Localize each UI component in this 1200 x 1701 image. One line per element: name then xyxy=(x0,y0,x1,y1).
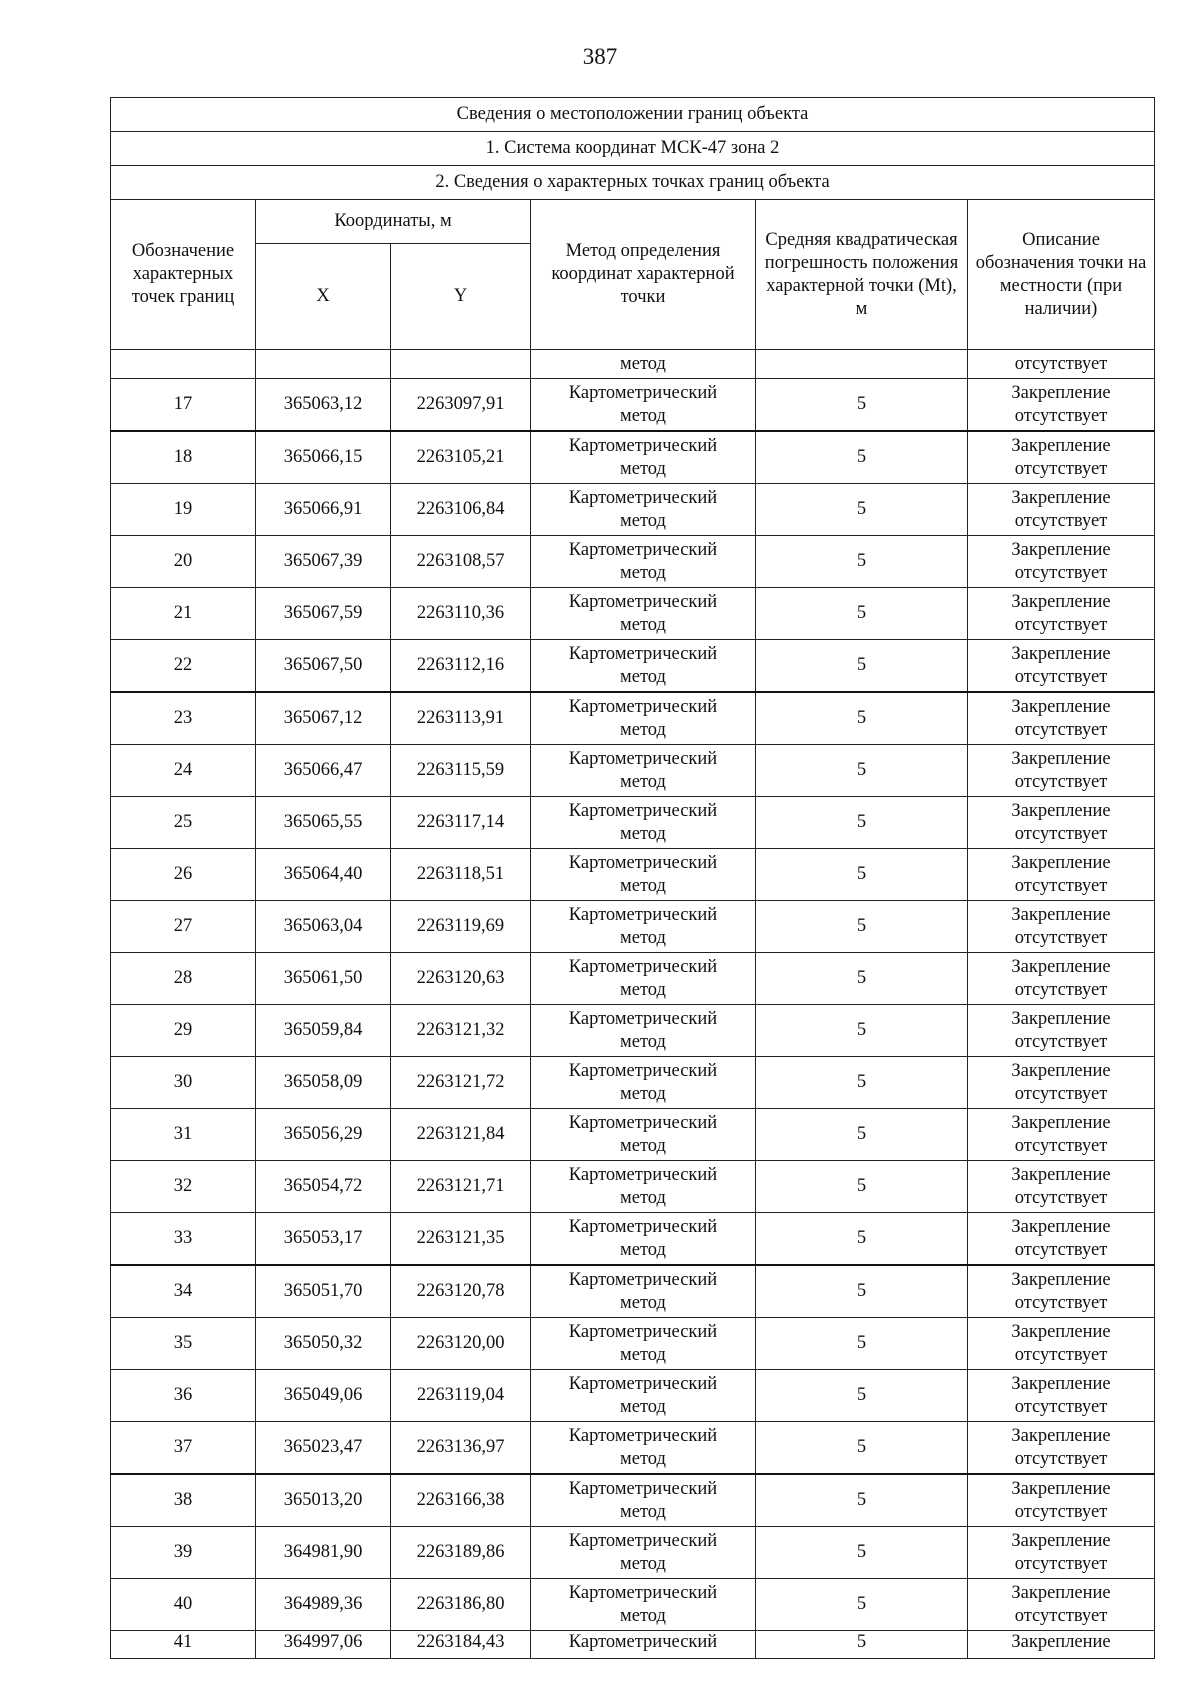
desc-line1: Закрепление xyxy=(1011,1478,1111,1499)
desc-line1: Закрепление xyxy=(1011,1321,1111,1342)
desc-line2: отсутствует xyxy=(1014,1396,1108,1417)
point-number: 38 xyxy=(111,1474,256,1527)
method-line1: Картометрический xyxy=(531,1631,756,1659)
method-line2: метод xyxy=(620,1396,666,1417)
table-row xyxy=(111,588,1155,640)
method-cell xyxy=(531,1579,756,1631)
method-line1: Картометрический xyxy=(568,1478,718,1499)
description-cell xyxy=(968,1057,1155,1109)
mt-value: 5 xyxy=(756,1265,968,1318)
continuation-mt xyxy=(756,350,968,379)
description-cell xyxy=(968,1370,1155,1422)
point-number: 40 xyxy=(111,1579,256,1631)
table-row xyxy=(111,901,1155,953)
mt-value: 5 xyxy=(756,797,968,849)
method-line2: метод xyxy=(620,1605,666,1626)
table-row xyxy=(111,692,1155,745)
table-row xyxy=(111,1579,1155,1631)
method-cell xyxy=(531,1109,756,1161)
method-line2: метод xyxy=(620,405,666,426)
coord-y: 2263136,97 xyxy=(391,1422,531,1475)
method-cell xyxy=(531,797,756,849)
coord-x: 365056,29 xyxy=(256,1109,391,1161)
header-y: Y xyxy=(391,244,531,350)
method-line1: Картометрический xyxy=(568,800,718,821)
method-line2: метод xyxy=(620,1031,666,1052)
header-error: Средняя квадратическая погрешность положения характерной точки (Mt), м xyxy=(756,200,968,350)
desc-line2: отсутствует xyxy=(1014,1135,1108,1156)
method-cell xyxy=(531,640,756,693)
method-line2: метод xyxy=(620,927,666,948)
method-line2: метод xyxy=(620,614,666,635)
description-cell xyxy=(968,1005,1155,1057)
method-line1: Картометрический xyxy=(568,487,718,508)
mt-value: 5 xyxy=(756,953,968,1005)
table-row xyxy=(111,797,1155,849)
method-line2: метод xyxy=(620,1553,666,1574)
coord-x: 365050,32 xyxy=(256,1318,391,1370)
coord-y: 2263112,16 xyxy=(391,640,531,693)
description-cell xyxy=(968,588,1155,640)
mt-value: 5 xyxy=(756,901,968,953)
desc-line1: Закрепление xyxy=(1011,852,1111,873)
method-line2: метод xyxy=(620,458,666,479)
method-line1: Картометрический xyxy=(568,852,718,873)
mt-value: 5 xyxy=(756,1213,968,1266)
coord-x: 365059,84 xyxy=(256,1005,391,1057)
method-line1: Картометрический xyxy=(568,1425,718,1446)
mt-value: 5 xyxy=(756,745,968,797)
desc-line2: отсутствует xyxy=(1014,1501,1108,1522)
coord-y: 2263120,78 xyxy=(391,1265,531,1318)
method-cell xyxy=(531,1318,756,1370)
point-number: 30 xyxy=(111,1057,256,1109)
table-row xyxy=(111,1265,1155,1318)
coord-y: 2263108,57 xyxy=(391,536,531,588)
method-cell xyxy=(531,1422,756,1475)
mt-value: 5 xyxy=(756,588,968,640)
table-row xyxy=(111,1161,1155,1213)
method-line1: Картометрический xyxy=(568,643,718,664)
method-cell xyxy=(531,1005,756,1057)
point-number: 25 xyxy=(111,797,256,849)
coordinate-system: 1. Система координат МСК-47 зона 2 xyxy=(111,132,1155,166)
method-line1: Картометрический xyxy=(568,539,718,560)
desc-line2: отсутствует xyxy=(1014,771,1108,792)
coord-y: 2263115,59 xyxy=(391,745,531,797)
mt-value: 5 xyxy=(756,1527,968,1579)
point-number: 34 xyxy=(111,1265,256,1318)
method-cell xyxy=(531,588,756,640)
desc-line1: Закрепление xyxy=(1011,1373,1111,1394)
desc-line1: Закрепление xyxy=(1011,904,1111,925)
method-line1: Картометрический xyxy=(568,1008,718,1029)
desc-line2: отсутствует xyxy=(1014,1448,1108,1469)
coord-x: 365054,72 xyxy=(256,1161,391,1213)
method-line1: Картометрический xyxy=(568,956,718,977)
coord-x: 365023,47 xyxy=(256,1422,391,1475)
desc-line2: отсутствует xyxy=(1014,875,1108,896)
description-cell xyxy=(968,1109,1155,1161)
method-cell xyxy=(531,431,756,484)
coord-y: 2263120,63 xyxy=(391,953,531,1005)
method-line1: Картометрический xyxy=(568,1060,718,1081)
desc-line1: Закрепление xyxy=(1011,1216,1111,1237)
method-cell xyxy=(531,1213,756,1266)
desc-line1: Закрепление xyxy=(1011,1425,1111,1446)
coord-x: 364997,06 xyxy=(256,1631,391,1659)
coord-y: 2263166,38 xyxy=(391,1474,531,1527)
desc-line2: отсутствует xyxy=(1014,719,1108,740)
point-number: 24 xyxy=(111,745,256,797)
continuation-method: метод xyxy=(531,350,756,379)
method-cell xyxy=(531,1057,756,1109)
description-cell xyxy=(968,1527,1155,1579)
method-cell xyxy=(531,1370,756,1422)
point-number: 32 xyxy=(111,1161,256,1213)
coord-x: 364989,36 xyxy=(256,1579,391,1631)
method-line2: метод xyxy=(620,666,666,687)
continuation-y xyxy=(391,350,531,379)
mt-value: 5 xyxy=(756,431,968,484)
table-row xyxy=(111,1318,1155,1370)
method-line1: Картометрический xyxy=(568,748,718,769)
method-cell xyxy=(531,1161,756,1213)
point-number: 39 xyxy=(111,1527,256,1579)
method-line1: Картометрический xyxy=(568,1373,718,1394)
point-number: 35 xyxy=(111,1318,256,1370)
description-cell xyxy=(968,1161,1155,1213)
table-row xyxy=(111,849,1155,901)
point-number: 27 xyxy=(111,901,256,953)
table-row xyxy=(111,1109,1155,1161)
coord-y: 2263119,04 xyxy=(391,1370,531,1422)
mt-value: 5 xyxy=(756,1474,968,1527)
desc-line1: Закрепление xyxy=(1011,1112,1111,1133)
description-cell xyxy=(968,431,1155,484)
coord-x: 365066,47 xyxy=(256,745,391,797)
coord-x: 365067,12 xyxy=(256,692,391,745)
desc-line1: Закрепление xyxy=(1011,1582,1111,1603)
description-cell xyxy=(968,484,1155,536)
table-row xyxy=(111,1213,1155,1266)
description-cell xyxy=(968,1474,1155,1527)
mt-value: 5 xyxy=(756,1161,968,1213)
description-cell xyxy=(968,379,1155,432)
desc-line2: отсутствует xyxy=(1014,458,1108,479)
table-title: Сведения о местоположении границ объекта xyxy=(111,98,1155,132)
table-row xyxy=(111,1474,1155,1527)
desc-line1: Закрепление xyxy=(1011,487,1111,508)
coord-y: 2263105,21 xyxy=(391,431,531,484)
desc-line1: Закрепление xyxy=(1011,1164,1111,1185)
point-number: 18 xyxy=(111,431,256,484)
desc-line2: отсутствует xyxy=(1014,823,1108,844)
coord-y: 2263106,84 xyxy=(391,484,531,536)
mt-value: 5 xyxy=(756,692,968,745)
coord-x: 365066,15 xyxy=(256,431,391,484)
description-cell xyxy=(968,745,1155,797)
header-method: Метод определения координат характерной точки xyxy=(531,200,756,350)
desc-line2: отсутствует xyxy=(1014,1292,1108,1313)
mt-value: 5 xyxy=(756,1422,968,1475)
mt-value: 5 xyxy=(756,1631,968,1659)
coord-x: 364981,90 xyxy=(256,1527,391,1579)
desc-line1: Закрепление xyxy=(1011,539,1111,560)
method-cell xyxy=(531,901,756,953)
method-cell xyxy=(531,849,756,901)
method-line1: Картометрический xyxy=(568,1164,718,1185)
table-row xyxy=(111,484,1155,536)
header-description: Описание обозначения точки на местности (при наличии) xyxy=(968,200,1155,350)
point-number: 41 xyxy=(111,1631,256,1659)
method-line1: Картометрический xyxy=(568,591,718,612)
table-row xyxy=(111,953,1155,1005)
desc-line2: отсутствует xyxy=(1014,562,1108,583)
description-cell xyxy=(968,1579,1155,1631)
table-row-partial xyxy=(111,1631,1155,1659)
coord-y: 2263186,80 xyxy=(391,1579,531,1631)
point-number: 20 xyxy=(111,536,256,588)
coord-y: 2263119,69 xyxy=(391,901,531,953)
mt-value: 5 xyxy=(756,1579,968,1631)
point-number: 36 xyxy=(111,1370,256,1422)
table-row xyxy=(111,640,1155,693)
description-cell xyxy=(968,849,1155,901)
method-line2: метод xyxy=(620,979,666,1000)
desc-line1: Закрепление xyxy=(1011,435,1111,456)
desc-line2: отсутствует xyxy=(1014,1083,1108,1104)
method-line2: метод xyxy=(620,1083,666,1104)
table-row xyxy=(111,536,1155,588)
method-line1: Картометрический xyxy=(568,904,718,925)
description-cell xyxy=(968,692,1155,745)
point-number: 17 xyxy=(111,379,256,432)
mt-value: 5 xyxy=(756,536,968,588)
coord-y: 2263121,84 xyxy=(391,1109,531,1161)
point-number: 19 xyxy=(111,484,256,536)
method-cell xyxy=(531,484,756,536)
method-line1: Картометрический xyxy=(568,382,718,403)
desc-line1: Закрепление xyxy=(968,1631,1155,1659)
coord-x: 365065,55 xyxy=(256,797,391,849)
header-x: X xyxy=(256,244,391,350)
method-cell xyxy=(531,953,756,1005)
method-line1: Картометрический xyxy=(568,1269,718,1290)
header-designation: Обозначение характерных точек границ xyxy=(111,200,256,350)
desc-line1: Закрепление xyxy=(1011,1530,1111,1551)
desc-line2: отсутствует xyxy=(1014,927,1108,948)
mt-value: 5 xyxy=(756,379,968,432)
coord-x: 365061,50 xyxy=(256,953,391,1005)
desc-line2: отсутствует xyxy=(1014,510,1108,531)
mt-value: 5 xyxy=(756,640,968,693)
method-cell xyxy=(531,745,756,797)
method-line1: Картометрический xyxy=(568,1321,718,1342)
coord-x: 365066,91 xyxy=(256,484,391,536)
coord-y: 2263113,91 xyxy=(391,692,531,745)
section-title: 2. Сведения о характерных точках границ объекта xyxy=(111,166,1155,200)
desc-line1: Закрепление xyxy=(1011,800,1111,821)
coord-y: 2263121,35 xyxy=(391,1213,531,1266)
mt-value: 5 xyxy=(756,1057,968,1109)
coord-y: 2263121,32 xyxy=(391,1005,531,1057)
coord-y: 2263120,00 xyxy=(391,1318,531,1370)
method-line2: метод xyxy=(620,1448,666,1469)
method-line2: метод xyxy=(620,1239,666,1260)
method-line2: метод xyxy=(620,875,666,896)
table-row xyxy=(111,1422,1155,1475)
continuation-n xyxy=(111,350,256,379)
mt-value: 5 xyxy=(756,1109,968,1161)
desc-line1: Закрепление xyxy=(1011,696,1111,717)
description-cell xyxy=(968,797,1155,849)
desc-line2: отсутствует xyxy=(1014,979,1108,1000)
desc-line1: Закрепление xyxy=(1011,956,1111,977)
method-cell xyxy=(531,536,756,588)
desc-line2: отсутствует xyxy=(1014,614,1108,635)
desc-line1: Закрепление xyxy=(1011,1060,1111,1081)
mt-value: 5 xyxy=(756,849,968,901)
coord-x: 365058,09 xyxy=(256,1057,391,1109)
coord-x: 365067,59 xyxy=(256,588,391,640)
coord-x: 365013,20 xyxy=(256,1474,391,1527)
coord-y: 2263121,72 xyxy=(391,1057,531,1109)
method-line2: метод xyxy=(620,1292,666,1313)
method-line2: метод xyxy=(620,719,666,740)
page-number: 387 xyxy=(582,44,618,69)
method-line2: метод xyxy=(620,771,666,792)
coord-x: 365067,39 xyxy=(256,536,391,588)
point-number: 22 xyxy=(111,640,256,693)
table-row xyxy=(111,1057,1155,1109)
desc-line2: отсутствует xyxy=(1014,1553,1108,1574)
method-cell xyxy=(531,1265,756,1318)
desc-line2: отсутствует xyxy=(1014,1031,1108,1052)
method-line1: Картометрический xyxy=(568,1582,718,1603)
method-line1: Картометрический xyxy=(568,696,718,717)
header-coordinates: Координаты, м xyxy=(256,200,531,244)
description-cell xyxy=(968,640,1155,693)
coord-y: 2263121,71 xyxy=(391,1161,531,1213)
point-number: 26 xyxy=(111,849,256,901)
description-cell xyxy=(968,953,1155,1005)
point-number: 23 xyxy=(111,692,256,745)
coord-y: 2263118,51 xyxy=(391,849,531,901)
mt-value: 5 xyxy=(756,1318,968,1370)
table-row xyxy=(111,1527,1155,1579)
desc-line1: Закрепление xyxy=(1011,748,1111,769)
mt-value: 5 xyxy=(756,1370,968,1422)
continuation-x xyxy=(256,350,391,379)
table-row xyxy=(111,745,1155,797)
table-row xyxy=(111,1370,1155,1422)
point-number: 37 xyxy=(111,1422,256,1475)
desc-line1: Закрепление xyxy=(1011,643,1111,664)
description-cell xyxy=(968,1265,1155,1318)
coord-y: 2263117,14 xyxy=(391,797,531,849)
description-cell xyxy=(968,536,1155,588)
coord-y: 2263097,91 xyxy=(391,379,531,432)
method-line1: Картометрический xyxy=(568,435,718,456)
description-cell xyxy=(968,901,1155,953)
method-cell xyxy=(531,379,756,432)
point-number: 21 xyxy=(111,588,256,640)
method-line2: метод xyxy=(620,1501,666,1522)
coord-x: 365067,50 xyxy=(256,640,391,693)
coord-y: 2263189,86 xyxy=(391,1527,531,1579)
desc-line1: Закрепление xyxy=(1011,1269,1111,1290)
coord-y: 2263184,43 xyxy=(391,1631,531,1659)
coord-x: 365063,12 xyxy=(256,379,391,432)
coord-x: 365063,04 xyxy=(256,901,391,953)
method-cell xyxy=(531,1527,756,1579)
continuation-description: отсутствует xyxy=(968,350,1155,379)
coord-x: 365051,70 xyxy=(256,1265,391,1318)
method-cell xyxy=(531,1474,756,1527)
desc-line2: отсутствует xyxy=(1014,1187,1108,1208)
point-number: 29 xyxy=(111,1005,256,1057)
coord-x: 365049,06 xyxy=(256,1370,391,1422)
table-row xyxy=(111,379,1155,432)
method-line2: метод xyxy=(620,823,666,844)
description-cell xyxy=(968,1213,1155,1266)
point-number: 31 xyxy=(111,1109,256,1161)
table-row xyxy=(111,431,1155,484)
method-line1: Картометрический xyxy=(568,1112,718,1133)
mt-value: 5 xyxy=(756,1005,968,1057)
desc-line1: Закрепление xyxy=(1011,1008,1111,1029)
method-line1: Картометрический xyxy=(568,1530,718,1551)
desc-line2: отсутствует xyxy=(1014,1344,1108,1365)
method-line2: метод xyxy=(620,510,666,531)
coord-x: 365064,40 xyxy=(256,849,391,901)
boundary-points-table xyxy=(110,97,1155,1659)
description-cell xyxy=(968,1422,1155,1475)
coord-x: 365053,17 xyxy=(256,1213,391,1266)
mt-value: 5 xyxy=(756,484,968,536)
desc-line2: отсутствует xyxy=(1014,1239,1108,1260)
method-line1: Картометрический xyxy=(568,1216,718,1237)
desc-line2: отсутствует xyxy=(1014,1605,1108,1626)
method-cell xyxy=(531,692,756,745)
table-row xyxy=(111,1005,1155,1057)
method-line2: метод xyxy=(620,1344,666,1365)
method-line2: метод xyxy=(620,1135,666,1156)
desc-line2: отсутствует xyxy=(1014,405,1108,426)
point-number: 33 xyxy=(111,1213,256,1266)
desc-line2: отсутствует xyxy=(1014,666,1108,687)
desc-line1: Закрепление xyxy=(1011,591,1111,612)
desc-line1: Закрепление xyxy=(1011,382,1111,403)
method-line2: метод xyxy=(620,562,666,583)
coord-y: 2263110,36 xyxy=(391,588,531,640)
method-line2: метод xyxy=(620,1187,666,1208)
description-cell xyxy=(968,1318,1155,1370)
continuation-row xyxy=(111,350,1155,379)
point-number: 28 xyxy=(111,953,256,1005)
